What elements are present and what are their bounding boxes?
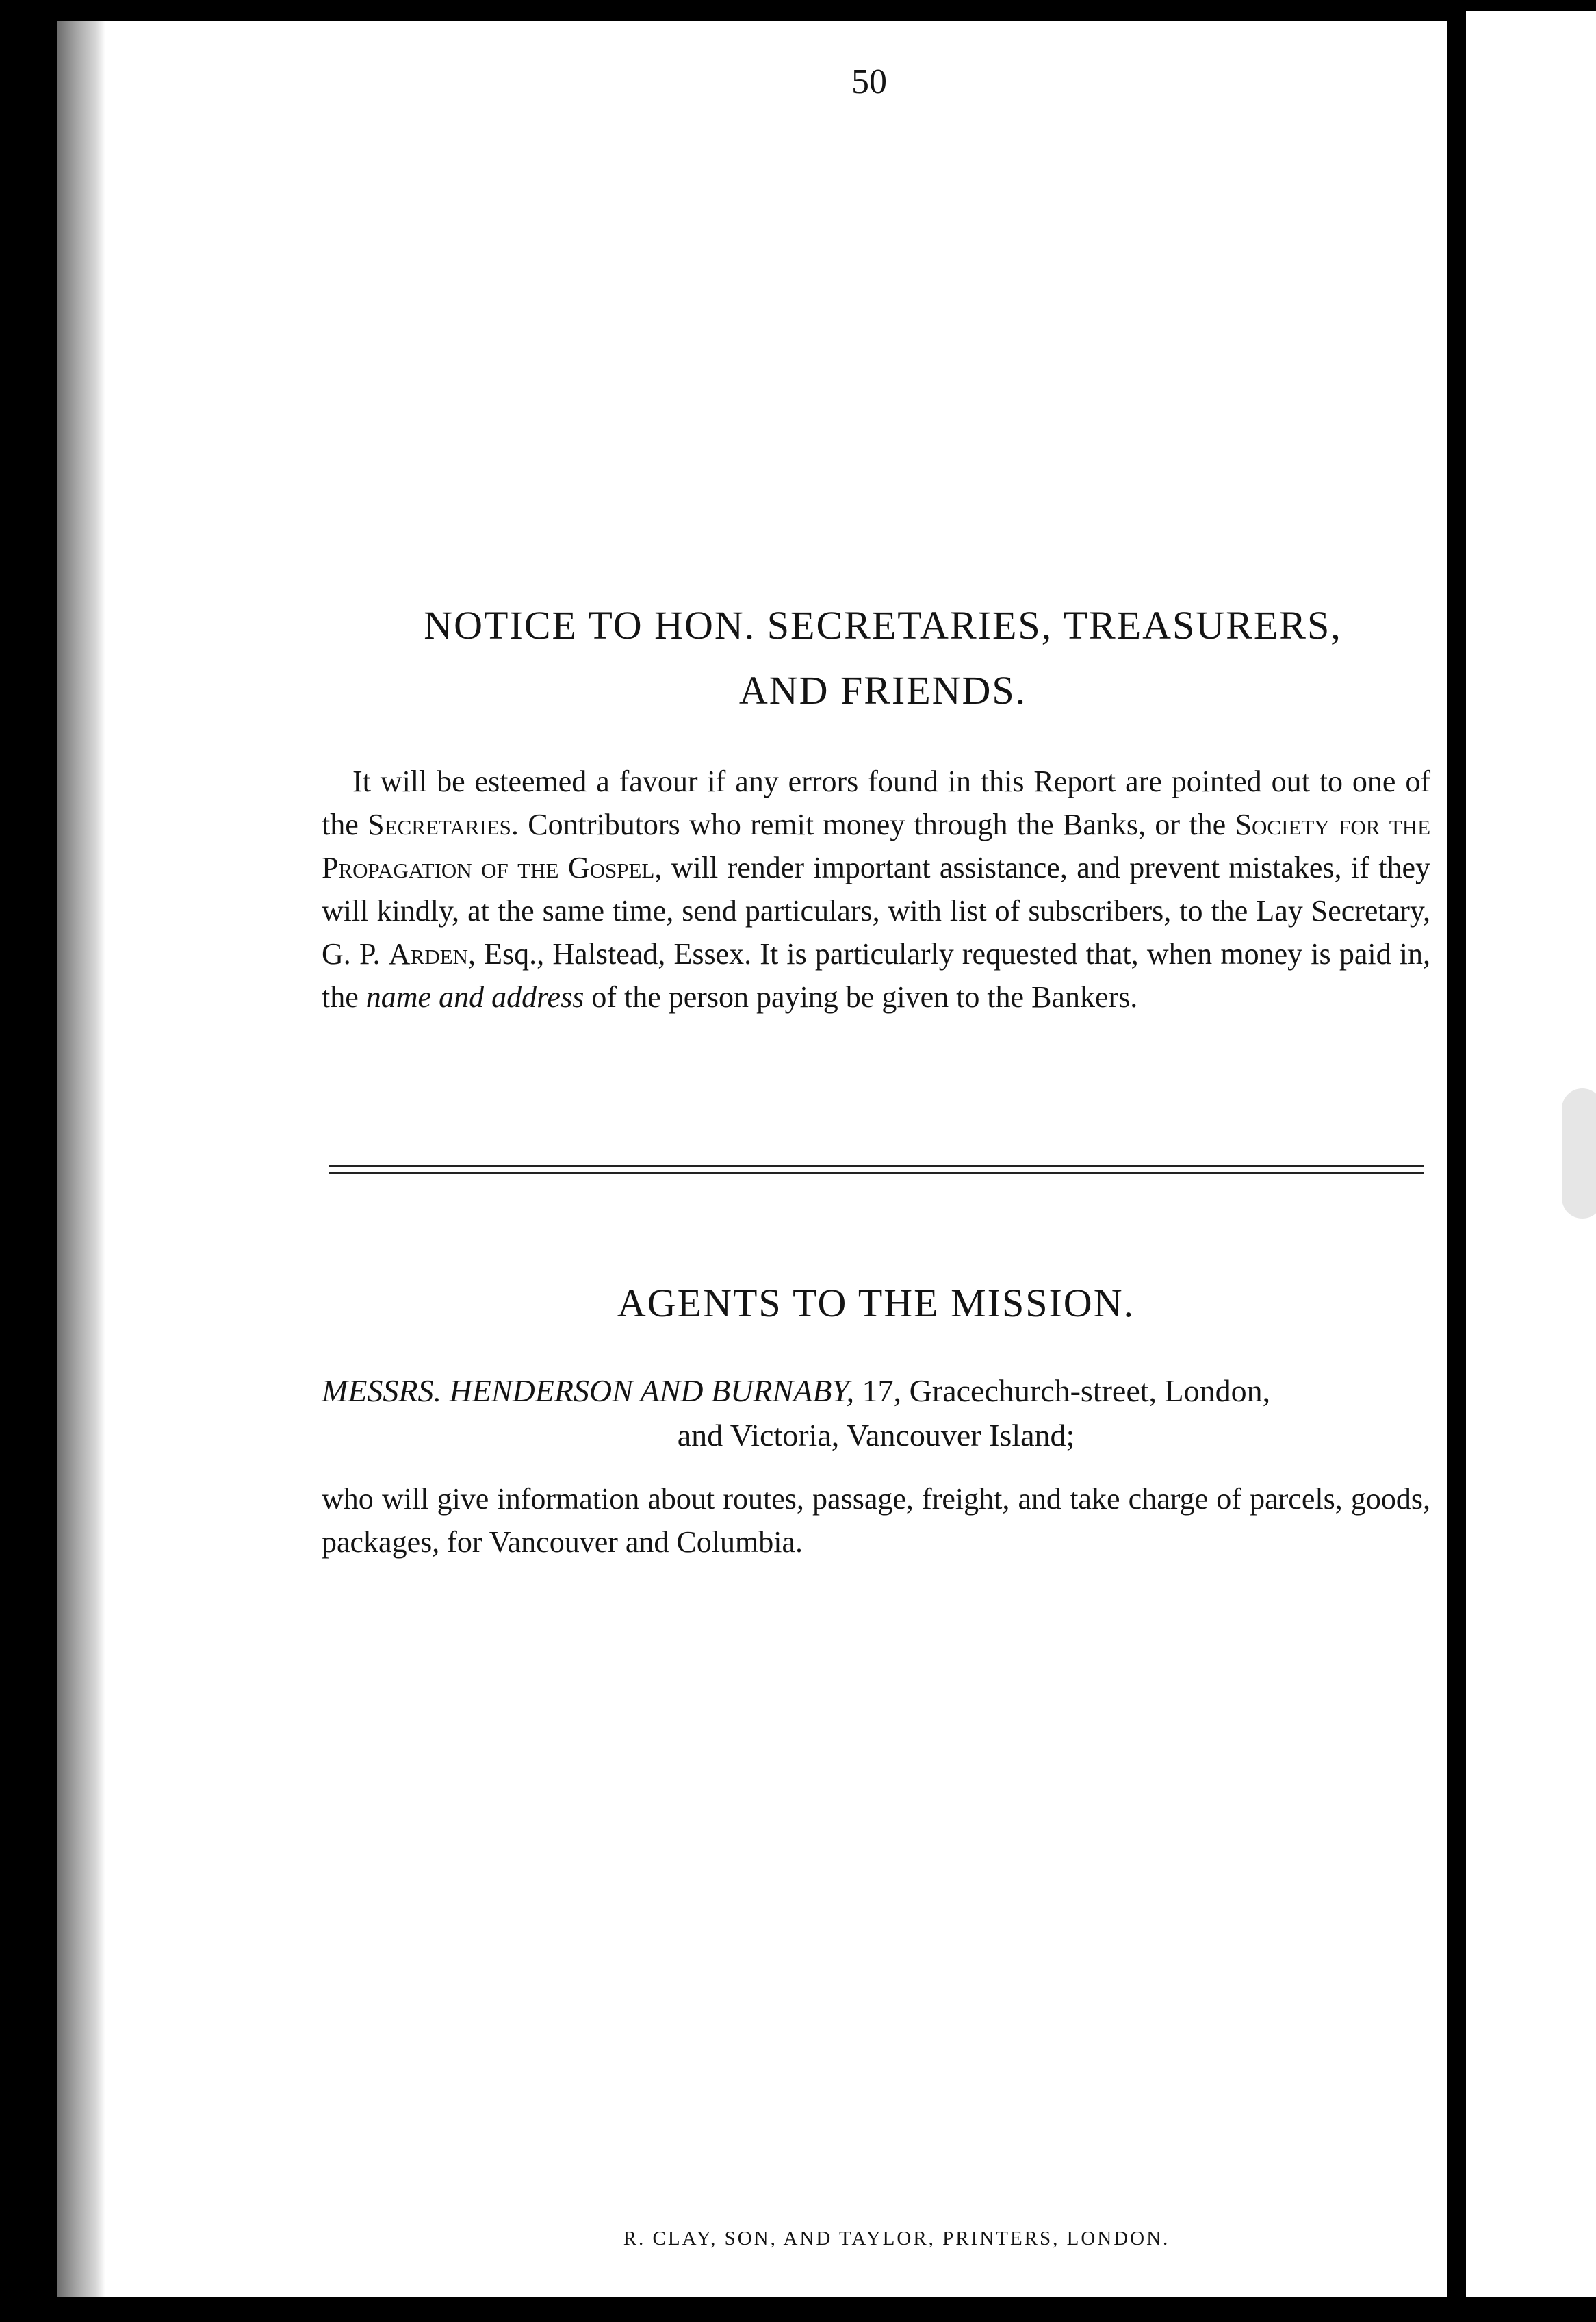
facing-page-mark [1562, 1088, 1596, 1219]
agents-address-london: 17, Gracechurch-street, London, [862, 1373, 1271, 1408]
printer-imprint: R. CLAY, SON, AND TAYLOR, PRINTERS, LONDON. [623, 2228, 1170, 2249]
notice-text-4: , Esq., Halstead, Essex. It is particularly requested that, when money is paid in, the [322, 937, 1430, 1014]
secretaries-term: Secretaries [368, 808, 511, 841]
agents-firm-line [322, 1369, 1430, 1412]
page-number: 50 [851, 62, 887, 101]
notice-paragraph [322, 760, 1430, 1019]
binding-shadow [57, 21, 105, 2297]
notice-text-5: of the person paying be given to the Bankers. [591, 980, 1138, 1014]
section-divider-top [329, 1165, 1424, 1167]
document-page [57, 21, 1447, 2297]
agents-description: who will give information about routes, passage, freight, and take charge of parcels, goods, packages, for Vancouver and Columbia. [322, 1482, 1430, 1559]
society-name: Society for the Propagation of the Gospel [322, 808, 1431, 884]
notice-text-1: It will be esteemed a favour if any errors found in this Report are pointed out to one of the [322, 765, 1430, 841]
agents-heading: AGENTS TO THE MISSION. [617, 1281, 1135, 1325]
agents-firm: MESSRS. HENDERSON AND BURNABY, [322, 1373, 855, 1408]
agents-address-victoria: and Victoria, Vancouver Island; [677, 1418, 1075, 1453]
name-address-emphasis: name and address [365, 980, 584, 1014]
notice-heading: NOTICE TO HON. SECRETARIES, TREASURERS, [424, 603, 1342, 648]
notice-text-3: , will render important assistance, and prevent mistakes, if they will kindly, at the same time, send particulars, with list of subscribers, to the Lay Secretary, G. P. [322, 851, 1430, 971]
notice-heading-continued: AND FRIENDS. [738, 668, 1027, 713]
notice-text-2: . Contributors who remit money through the Banks, or the [511, 808, 1226, 841]
arden-name: Arden [388, 937, 468, 971]
section-divider-bottom [329, 1172, 1424, 1174]
